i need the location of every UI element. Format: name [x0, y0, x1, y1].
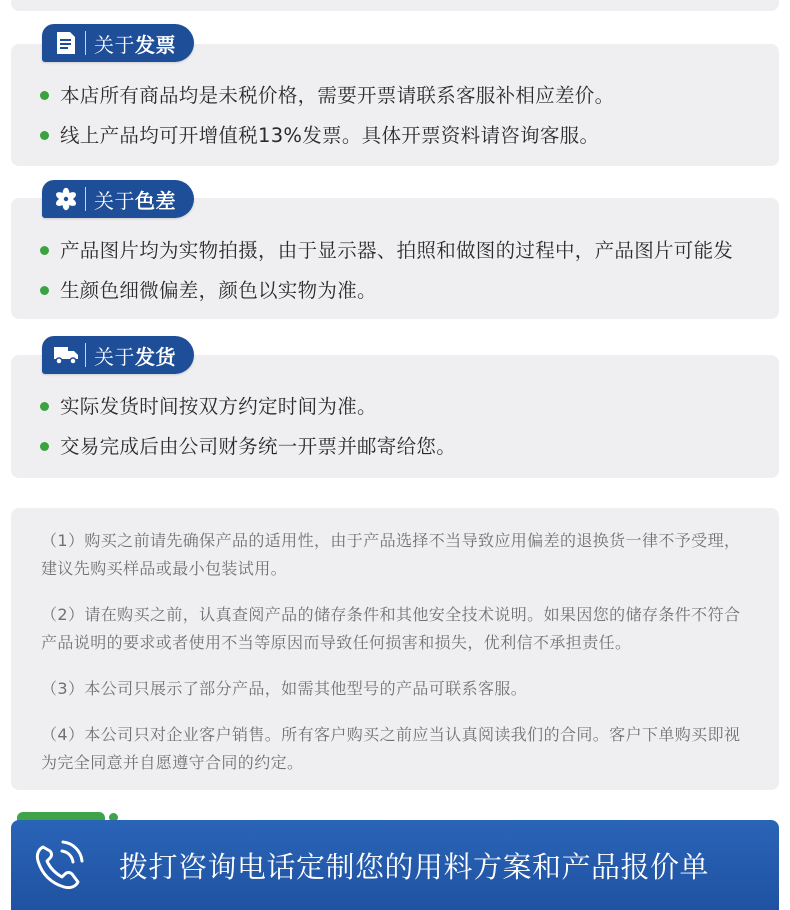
section-title: 色差 — [135, 188, 176, 213]
list-item — [40, 431, 456, 459]
section-title: 发货 — [135, 344, 176, 369]
section-title: 发票 — [135, 32, 176, 57]
invoice-section-tag — [42, 24, 194, 62]
note-paragraph: （1）购买之前请先确保产品的适用性，由于产品选择不当导致应用偏差的退换货一律不予受理，建议先购买样品或最小包装试用。 — [41, 531, 741, 578]
list-item-text: 交易完成后由公司财务统一开票并邮寄给您。 — [60, 435, 457, 458]
list-item-text: 产品图片均为实物拍摄，由于显示器、拍照和做图的过程中，产品图片可能发 — [60, 239, 734, 262]
list-item — [40, 391, 377, 419]
color-section-tag — [42, 180, 194, 218]
section-prefix: 关于 — [94, 32, 135, 57]
list-item-text: 生颜色细微偏差，颜色以实物为准。 — [60, 279, 377, 302]
bullet-dot — [40, 91, 49, 100]
bullet-dot — [40, 442, 49, 451]
shipping-section-tag — [42, 336, 194, 374]
tag-divider — [85, 187, 86, 211]
list-item-text: 本店所有商品均是未税价格，需要开票请联系客服补相应差价。 — [60, 84, 615, 107]
bullet-dot — [40, 246, 49, 255]
phone-icon — [29, 835, 89, 895]
asterisk-icon — [51, 184, 81, 214]
list-item-text: 实际发货时间按双方约定时间为准。 — [60, 395, 377, 418]
note-paragraph: （2）请在购买之前，认真查阅产品的储存条件和其他安全技术说明。如果因您的储存条件不符合产品说明的要求或者使用不当等原因而导致任何损害和损失，优利信不承担责任。 — [41, 605, 741, 652]
section-prefix: 关于 — [94, 188, 135, 213]
bullet-dot — [40, 286, 49, 295]
previous-card — [11, 0, 779, 11]
section-prefix: 关于 — [94, 344, 135, 369]
banner-text: 拨打咨询电话定制您的用料方案和产品报价单 — [119, 849, 710, 884]
bullet-dot — [40, 131, 49, 140]
call-banner[interactable] — [11, 820, 779, 910]
tag-divider — [85, 343, 86, 367]
document-icon — [51, 28, 81, 58]
tag-divider — [85, 31, 86, 55]
list-item — [40, 275, 377, 303]
list-item — [40, 120, 599, 148]
list-item-text: 线上产品均可开增值税13%发票。具体开票资料请咨询客服。 — [60, 124, 600, 147]
note-paragraph: （4）本公司只对企业客户销售。所有客户购买之前应当认真阅读我们的合同。客户下单购买即视为完全同意并自愿遵守合同的约定。 — [41, 725, 741, 772]
note-paragraph: （3）本公司只展示了部分产品，如需其他型号的产品可联系客服。 — [41, 679, 528, 698]
truck-icon — [51, 340, 81, 370]
list-item — [40, 235, 733, 263]
list-item — [40, 80, 614, 108]
bullet-dot — [40, 402, 49, 411]
